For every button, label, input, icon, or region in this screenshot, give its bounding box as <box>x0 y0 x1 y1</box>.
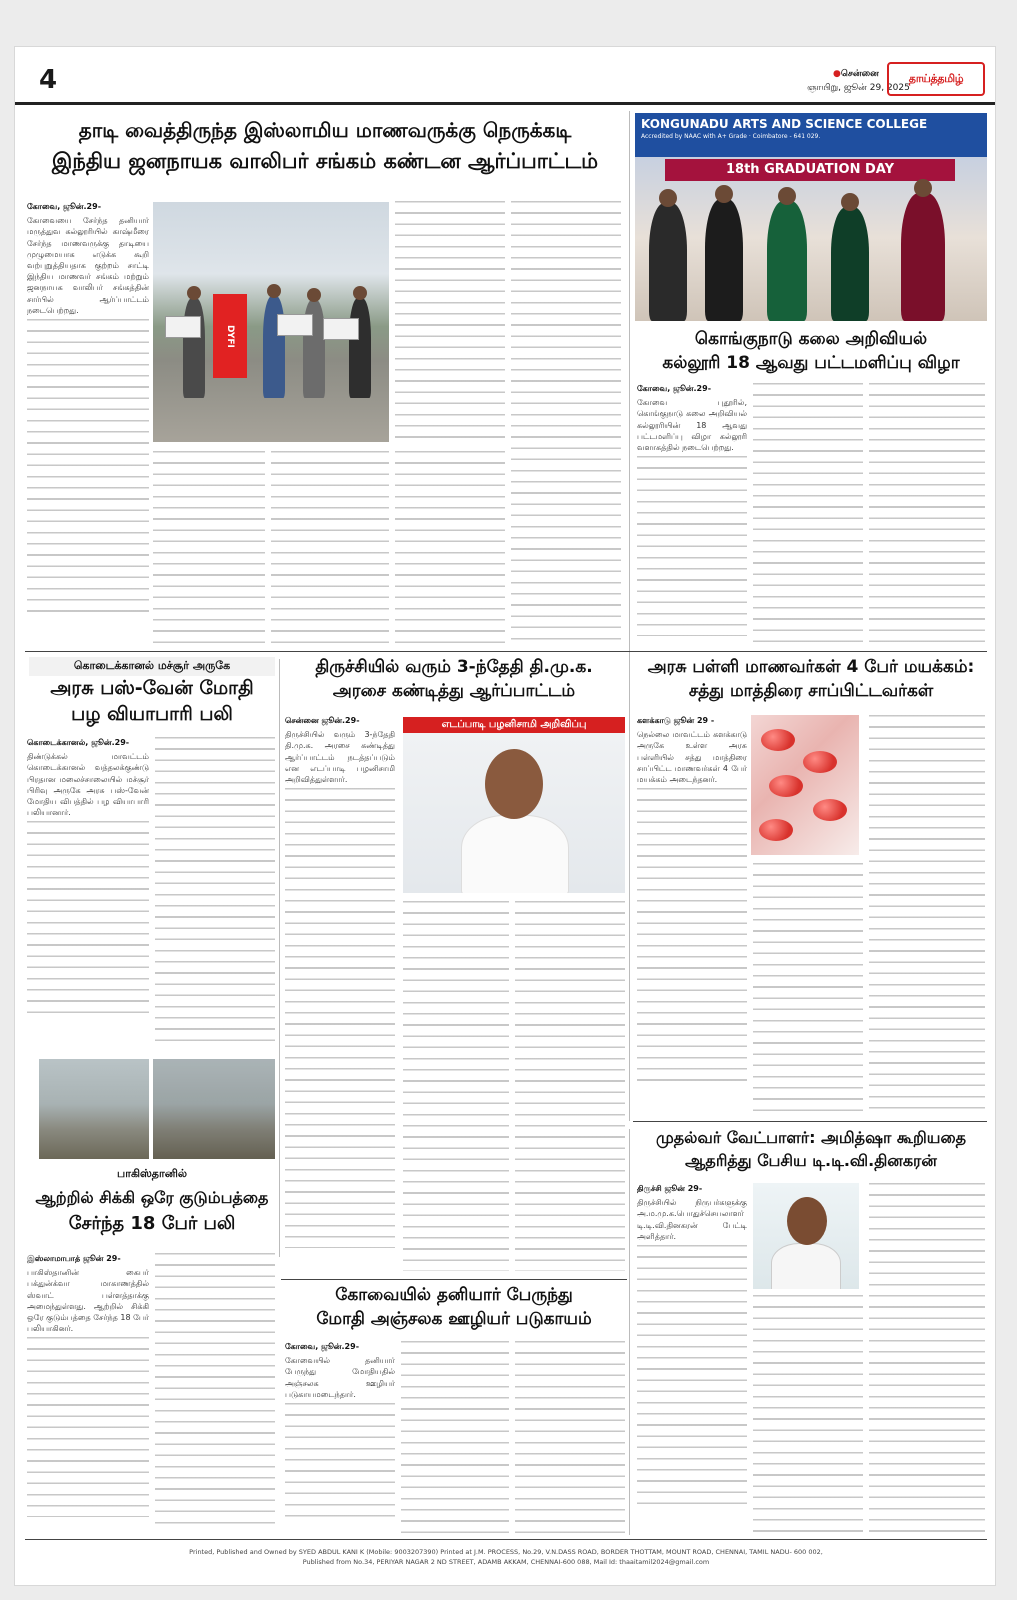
dignitary-head <box>841 193 859 211</box>
tablet <box>761 729 795 751</box>
story4-headline <box>283 657 625 701</box>
page-number: 4 <box>39 65 58 95</box>
college-banner: KONGUNADU ARTS AND SCIENCE COLLEGE Accredited by NAAC with A+ Grade · Coimbatore - 641 029. <box>635 113 987 157</box>
story3-column-1 <box>27 737 149 1047</box>
story4-column-2 <box>403 901 509 1271</box>
dignitary-figure <box>831 207 869 321</box>
dignitary-head <box>659 189 677 207</box>
story3-headline-line1: அரசு பஸ்-வேன் மோதி <box>50 677 254 699</box>
story4-headline-line1: திருச்சியில் வரும் 3-ந்தேதி தி.மு.க. <box>315 657 593 677</box>
story4-photo-caption: எடப்பாடி பழனிசாமி அறிவிப்பு <box>403 717 625 733</box>
protest-placard <box>165 316 201 338</box>
story4-dateline: சென்னை ஜூன்.29- <box>285 716 360 725</box>
story7-column-1 <box>637 1183 747 1533</box>
story7-column-3 <box>869 1183 985 1533</box>
edition-city: ●சென்னை <box>833 69 879 79</box>
story5-column-3 <box>869 715 985 1115</box>
story2-body-text <box>637 456 747 636</box>
tablet <box>769 775 803 797</box>
story6-lede: பாகிஸ்தானின் கைபர் பக்துன்க்வா மாகாணத்தில் ஸ்வாட் பள்ளத்தாக்கு அமைந்துள்ளது. ஆற்றில் சிக்கி ஒரே குடும்பத்தை சேர்ந்த 18 பேர் பலியாகினர். <box>27 1268 149 1334</box>
story1-body-text <box>27 319 149 619</box>
story5-dateline: களக்காடு ஜூன் 29 - <box>637 716 715 725</box>
story2-headline-line2: கல்லூரி 18 ஆவது பட்டமளிப்பு விழா <box>662 353 960 374</box>
story7-headline-line1: முதல்வர் வேட்பாளர்: அமித்ஷா கூறியதை <box>655 1128 967 1147</box>
tablet <box>813 799 847 821</box>
story1-lede: கோவையை சேர்ந்த தனியார் மருத்துவ கல்லூரியில் காஷ்மீரை சேர்ந்த மாணவருக்கு தாடியை முழுமையாக எடுக்க கூறி வற்புறுத்தியதாக குற்றம் சாட்டி இந்திய மாணவர் சங்கம் மற்றும் ஜனநாயக வாலிபர் சங்கத்தின் சார்பில் ஆர்ப்பாட்டம் நடைபெற்றது. <box>27 216 149 315</box>
imprint-line-1: Printed, Published and Owned by SYED ABDUL KANI K (Mobile: 9003207390) Printed at J.M. PROCESS, No.29, V.N.DASS ROAD, BORDER THOTTAM, MOUNT ROAD, CHENNAI, TAMIL NADU- 600 002, <box>189 1548 823 1556</box>
dignitary-head <box>914 179 932 197</box>
dyfi-flag: DYFI <box>213 294 247 378</box>
story7-headline <box>635 1129 987 1171</box>
story2-headline <box>635 329 987 373</box>
story2-dateline: கோவை, ஜூன்.29- <box>637 384 712 393</box>
story7-headline-line2: ஆதரித்து பேசிய டி.டி.வி.தினகரன் <box>685 1150 937 1170</box>
tablet <box>759 819 793 841</box>
story8-column-3 <box>515 1341 625 1533</box>
story6-headline-line2: சேர்ந்த 18 பேர் பலி <box>68 1212 236 1234</box>
story2-graduation-photo <box>635 113 987 321</box>
story1-column-4b <box>395 201 505 441</box>
story6-headline-line1: ஆற்றில் சிக்கி ஒரே குடும்பத்தை <box>35 1188 269 1207</box>
graduation-stage-banner: 18th GRADUATION DAY <box>665 159 955 181</box>
story1-protest-photo <box>153 202 389 442</box>
horizontal-rule <box>25 651 987 652</box>
newspaper-logo: தாய்த்தமிழ் <box>887 62 985 96</box>
story4-column-1 <box>285 715 395 1277</box>
story2-column-1 <box>637 383 747 645</box>
protester-head <box>187 286 201 300</box>
imprint-footer <box>15 1547 996 1567</box>
dignitary-figure <box>649 203 687 321</box>
masthead <box>15 47 996 105</box>
story1-column-2 <box>153 451 265 647</box>
column-divider <box>629 1129 630 1535</box>
story1-headline-line2: இந்திய ஜனநாயக வாலிபர் சங்கம் கண்டன ஆர்ப்பாட்டம் <box>51 148 599 173</box>
story5-headline-line2: சத்து மாத்திரை சாப்பிட்டவர்கள் <box>688 681 934 702</box>
story4-lede: திருச்சியில் வரும் 3-ந்தேதி தி.மு.க. அரசை கண்டித்து ஆர்ப்பாட்டம் நடத்தப்படும் என எடப்பாடி பழனிசாமி அறிவித்துள்ளார். <box>285 730 395 785</box>
story7-dateline: திருச்சி ஜூன் 29- <box>637 1184 703 1193</box>
dignitary-head <box>715 185 733 203</box>
tablet <box>803 751 837 773</box>
story3-lede: திண்டுக்கல் மாவட்டம் கொடைக்கானல் வத்தலக்குண்டு பிரதான மலைச்சாலையில் மச்சூர் பிரிவு அருகே அரசு பஸ்-வேன் மோதிய விபத்தில் பழ வியாபாரி பலியானார். <box>27 752 149 818</box>
story5-headline-line1: அரசு பள்ளி மாணவர்கள் 4 பேர் மயக்கம்: <box>647 657 975 677</box>
story8-column-2 <box>401 1341 509 1533</box>
story8-headline-line2: மோதி அஞ்சலக ஊழியர் படுகாயம் <box>316 1309 592 1330</box>
story7-column-2 <box>753 1295 863 1533</box>
story8-body-text <box>285 1403 395 1523</box>
newspaper-page <box>14 46 996 1586</box>
story6-flood-photo-right <box>153 1059 275 1159</box>
protester-figure <box>183 298 205 398</box>
horizontal-rule <box>633 1121 987 1122</box>
story2-headline-line1: கொங்குநாடு கலை அறிவியல் <box>694 329 928 349</box>
story3-body-text <box>27 821 149 1021</box>
story5-lede: நெல்லை மாவட்டம் களக்காடு அருகே உள்ள அரசு பள்ளியில் சத்து மாத்திரை சாப்பிட்ட மாணவர்கள் 4 பேர் மயக்கம் அடைந்தனர். <box>637 730 747 785</box>
story4-body-text <box>285 788 395 1248</box>
story7-lede: திருச்சியில் நிருபர்களுக்கு அ.ம.மு.க.பொதுச்செயலாளர் டி.டி.வி.தினகரன் பேட்டி அளித்தார். <box>637 1198 747 1241</box>
story6-column-2 <box>155 1253 275 1533</box>
protester-head <box>267 284 281 298</box>
story8-headline <box>283 1285 625 1329</box>
politician-figure <box>461 815 569 893</box>
story7-dhinakaran-photo <box>753 1183 859 1289</box>
politician-head <box>485 749 543 819</box>
story1-column-4 <box>395 451 505 647</box>
horizontal-rule <box>281 1279 627 1280</box>
story6-headline <box>29 1189 275 1234</box>
footer-rule <box>25 1539 987 1540</box>
story6-dateline: இஸ்லாமாபாத் ஜூன் 29- <box>27 1254 121 1263</box>
issue-date: ஞாயிறு, ஜூன் 29, 2025 <box>807 83 910 93</box>
story6-body-text <box>27 1337 149 1517</box>
story2-column-3 <box>869 383 985 645</box>
politician-head <box>787 1197 827 1245</box>
politician-figure <box>771 1243 841 1289</box>
story2-column-2 <box>753 383 863 645</box>
dignitary-figure <box>901 193 945 321</box>
story3-dateline: கொடைக்கானல், ஜூன்.29- <box>27 738 130 747</box>
story6-kicker: பாகிஸ்தானில் <box>117 1167 187 1180</box>
story5-column-2 <box>753 863 863 1115</box>
story8-dateline: கோவை, ஜூன்.29- <box>285 1342 360 1351</box>
story4-column-3 <box>515 901 625 1271</box>
story4-politician-photo <box>403 733 625 893</box>
story1-dateline: கோவை, ஜூன்.29- <box>27 202 102 211</box>
protester-head <box>353 286 367 300</box>
story8-column-1 <box>285 1341 395 1533</box>
story8-headline-line1: கோவையில் தனியார் பேருந்து <box>335 1285 573 1305</box>
story3-kicker: கொடைக்கானல் மச்சூர் அருகே <box>29 657 275 676</box>
protester-figure <box>349 298 371 398</box>
story3-column-2 <box>155 737 275 1047</box>
story1-column-1 <box>27 201 149 645</box>
story1-column-5 <box>511 201 621 647</box>
dignitary-figure <box>705 199 743 321</box>
story6-column-1 <box>27 1253 149 1533</box>
story1-headline-line1: தாடி வைத்திருந்த இஸ்லாமிய மாணவருக்கு நெருக்கடி <box>78 118 572 142</box>
story2-lede: கோவை புதூரில், கொங்குநாடு கலை அறிவியல் கல்லூரியின் 18 ஆவது பட்டமளிப்பு விழா கல்லூரி வளாகத்தில் நடைபெற்றது. <box>637 398 747 453</box>
story6-flood-photo-left <box>39 1059 149 1159</box>
story5-column-1 <box>637 715 747 1115</box>
story5-tablets-photo <box>751 715 859 855</box>
story1-column-3 <box>271 451 389 647</box>
dignitary-head <box>778 187 796 205</box>
story7-body-text <box>637 1245 747 1505</box>
story3-headline <box>29 677 275 726</box>
story4-headline-line2: அரசை கண்டித்து ஆர்ப்பாட்டம் <box>332 681 576 702</box>
protester-figure <box>263 296 285 398</box>
story1-headline <box>31 119 619 173</box>
protest-placard <box>277 314 313 336</box>
story3-headline-line2: பழ வியாபாரி பலி <box>71 703 233 726</box>
imprint-line-2: Published from No.34, PERIYAR NAGAR 2 ND STREET, ADAMB AKKAM, CHENNAI-600 088, Mail Id: thaaitamil2024@gmail.com <box>302 1558 710 1566</box>
dignitary-figure <box>767 201 807 321</box>
protest-placard <box>323 318 359 340</box>
story5-headline <box>635 657 987 701</box>
story8-lede: கோவையில் தனியார் பேருந்து மோதியதில் அஞ்சலக ஊழியர் படுகாயமடைந்தார். <box>285 1356 395 1399</box>
column-divider <box>279 659 280 1257</box>
story5-body-text <box>637 788 747 1088</box>
protester-head <box>307 288 321 302</box>
column-divider <box>629 111 630 1121</box>
